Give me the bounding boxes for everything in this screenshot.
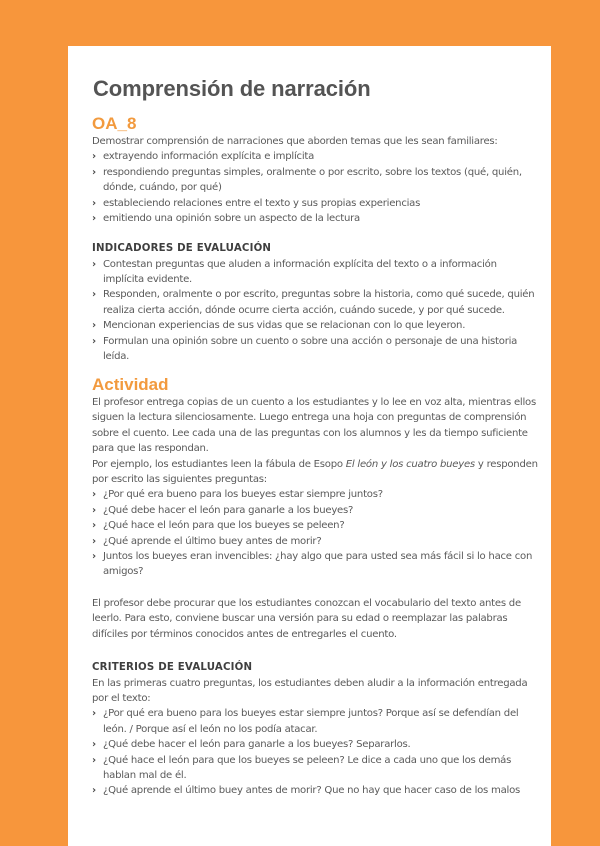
activity-paragraph-2: Por ejemplo, los estudiantes leen la fábula de Esopo El león y los cuatro bueyes y responden por escrito las siguientes preguntas: <box>92 458 538 486</box>
criteria-item: › ¿Qué debe hacer el león para ganarle a los bueyes? Separarlos. <box>92 737 539 752</box>
objective-item: › emitiendo una opinión sobre un aspecto de la lectura <box>92 211 539 226</box>
bullet-icon: › <box>92 320 96 332</box>
bullet-icon: › <box>92 335 96 347</box>
question-item: › Juntos los bueyes eran invencibles: ¿hay algo que para usted sea más fácil si lo hace con amigos? <box>92 551 533 578</box>
bullet-icon: › <box>92 785 96 797</box>
bullet-icon: › <box>92 258 96 270</box>
fable-title: El león y los cuatro bueyes <box>345 458 475 470</box>
bullet-icon: › <box>92 151 96 163</box>
bullet-icon: › <box>92 535 96 547</box>
criteria-item: › ¿Qué hace el león para que los bueyes se peleen? Le dice a cada uno que los demás hablan mal de él. <box>92 754 512 781</box>
document-page <box>68 46 551 846</box>
objective-code: OA_8 <box>92 114 137 133</box>
criteria-item: › ¿Por qué era bueno para los bueyes estar siempre juntos? Porque así se defendían del león. / Porque así el león no los podía atacar. <box>92 708 519 735</box>
objective-item: › extrayendo información explícita e implícita <box>92 149 539 164</box>
bullet-icon: › <box>92 708 96 720</box>
question-item: › ¿Qué aprende el último buey antes de morir? <box>92 534 539 549</box>
bullet-icon: › <box>92 289 96 301</box>
indicator-item: › Contestan preguntas que aluden a información explícita del texto o a información implícita evidente. <box>92 258 497 285</box>
objective-list <box>92 149 539 226</box>
indicator-item: › Formulan una opinión sobre un cuento o sobre una acción o personaje de una historia leída. <box>92 335 518 362</box>
bullet-icon: › <box>92 754 96 766</box>
page-title: Comprensión de narración <box>93 76 371 101</box>
criteria-item: › ¿Qué aprende el último buey antes de morir? Que no hay que hacer caso de los malos <box>92 783 539 798</box>
indicator-item: › Responden, oralmente o por escrito, preguntas sobre la historia, como qué sucede, quién realiza cierta acción, dónde ocurre cierta acción, cuándo sucede, y por qué sucede. <box>92 289 535 316</box>
activity-heading: Actividad <box>92 375 169 394</box>
bullet-icon: › <box>92 551 96 563</box>
bullet-icon: › <box>92 504 96 516</box>
indicators-list <box>92 257 539 365</box>
bullet-icon: › <box>92 739 96 751</box>
bullet-icon: › <box>92 197 96 209</box>
objective-intro: Demostrar comprensión de narraciones que aborden temas que les sean familiares: <box>92 136 498 147</box>
criteria-heading: CRITERIOS DE EVALUACIÓN <box>92 662 253 673</box>
indicators-section <box>92 241 539 364</box>
bullet-icon: › <box>92 213 96 225</box>
activity-questions <box>92 487 539 579</box>
objective-section <box>92 114 539 226</box>
criteria-intro: En las primeras cuatro preguntas, los estudiantes deben aludir a la información entregada por el texto: <box>92 677 528 704</box>
question-item: › ¿Qué hace el león para que los bueyes se peleen? <box>92 518 539 533</box>
objective-item: › estableciendo relaciones entre el texto y sus propias experiencias <box>92 196 539 211</box>
objective-item: › respondiendo preguntas simples, oralmente o por escrito, sobre los textos (qué, quién, dónde, cuándo, por qué) <box>92 166 522 194</box>
criteria-list <box>92 706 539 798</box>
indicators-heading: INDICADORES DE EVALUACIÓN <box>92 243 272 254</box>
bullet-icon: › <box>92 489 96 501</box>
bullet-icon: › <box>92 166 96 178</box>
indicator-item: › Mencionan experiencias de sus vidas que se relacionan con lo que leyeron. <box>92 318 539 333</box>
bullet-icon: › <box>92 520 96 532</box>
criteria-section <box>92 660 539 799</box>
activity-section <box>92 375 539 642</box>
activity-paragraph-1: El profesor entrega copias de un cuento a los estudiantes y lo lee en voz alta, mientras ellos siguen la lectura silenciosamente. Luego entrega una hoja con preguntas de comprensión sobre el cuento. Lee cada una de las preguntas con los alumnos y les da tiempo suficiente para que las respondan. <box>92 397 536 455</box>
question-item: › ¿Por qué era bueno para los bueyes estar siempre juntos? <box>92 487 539 502</box>
activity-paragraph-3: El profesor debe procurar que los estudiantes conozcan el vocabulario del texto antes de leerlo. Para esto, conviene buscar una versión para su edad o reemplazar las palabras difíciles por términos conocidos antes de entregarles el cuento. <box>92 597 521 640</box>
question-item: › ¿Qué debe hacer el león para ganarle a los bueyes? <box>92 503 539 518</box>
